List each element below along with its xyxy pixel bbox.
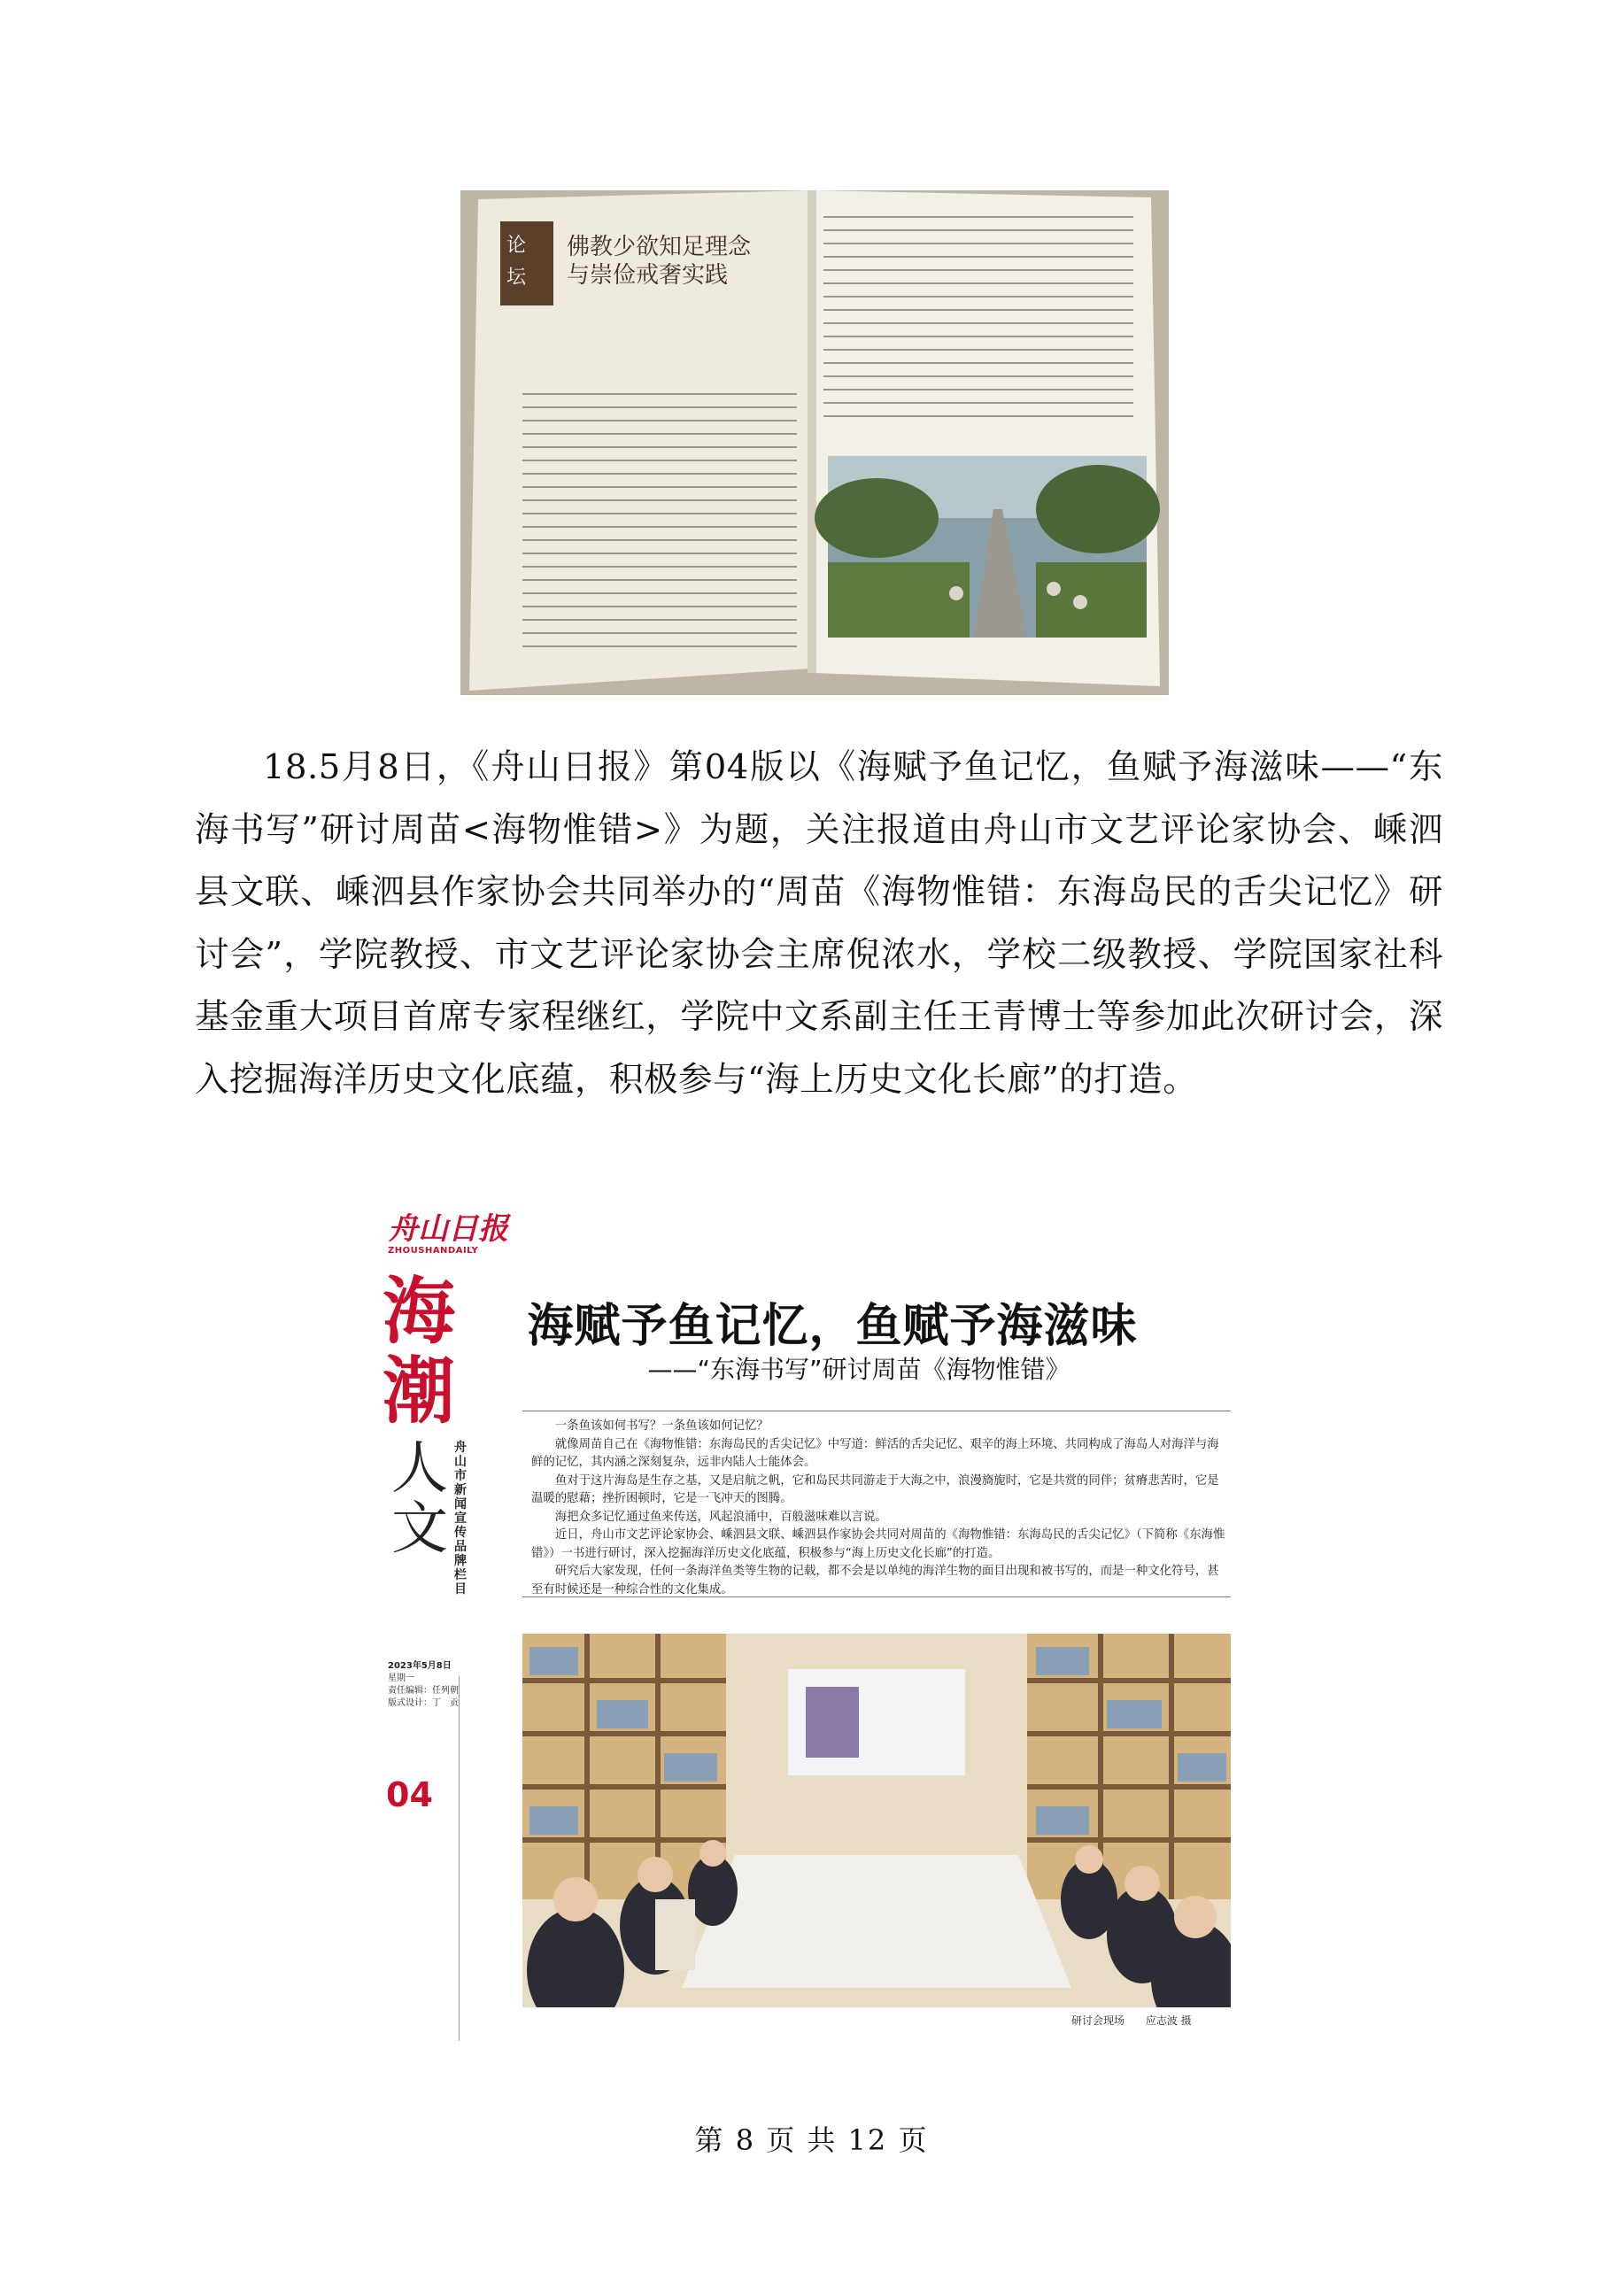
lead-paragraph: 就像周苗自己在《海物惟错：东海岛民的舌尖记忆》中写道：鲜活的舌尖记忆、艰辛的海上环境、共同构成了海岛人对海洋与海鲜的记忆，其内涵之深刻复杂，远非内陆人士能体会。 <box>531 1437 1219 1469</box>
magazine-spread-photo <box>460 190 1169 695</box>
sidebar-divider <box>459 1676 460 2041</box>
seminar-photo <box>522 1634 1231 2007</box>
newspaper-page-number: 04 <box>386 1775 433 1814</box>
column-label-vertical: 舟山市新闻宣传品牌栏目 <box>454 1441 467 1596</box>
lead-paragraph: 海把众多记忆通过鱼来传送，风起浪涌中，百般滋味难以言说。 <box>554 1510 887 1524</box>
photo-caption <box>1071 2013 1192 2028</box>
magazine-article-title <box>567 233 751 290</box>
magazine-title-line-1: 佛教少欲知足理念 <box>567 234 752 260</box>
lead-paragraph: 近日，舟山市文艺评论家协会、嵊泗县文联、嵊泗县作家协会共同对周苗的《海物惟错：东海岛民的舌尖记忆》（下简称《东海惟错》）一书进行研讨，深入挖掘海洋历史文化底蕴，积极参与“海上历史文化长廊”的打造。 <box>531 1528 1225 1560</box>
photo-caption-text: 研讨会现场 <box>1071 2014 1125 2027</box>
page-footer: 第 8 页 共 12 页 <box>694 2123 929 2157</box>
magazine-column-mark: 论坛 <box>506 235 527 289</box>
newspaper-headline: 海赋予鱼记忆，鱼赋予海滋味 <box>527 1300 1138 1353</box>
newspaper-logo-cn: 舟山日报 <box>388 1211 508 1247</box>
column-char-wen: 文 <box>391 1496 448 1562</box>
issue-info <box>388 1660 459 1710</box>
magazine-title-line-2: 与崇俭戒奢实践 <box>567 262 729 289</box>
column-char-hai: 海 <box>383 1270 456 1354</box>
newspaper-lead-text <box>531 1418 1226 1599</box>
issue-date: 2023年5月8日 <box>388 1661 452 1671</box>
issue-editor: 责任编辑：任列朝 <box>388 1686 459 1696</box>
report-paragraph: 18.5月8日，《舟山日报》第04版以《海赋予鱼记忆，鱼赋予海滋味——“东海书写”研讨周苗<海物惟错>》为题，关注报道由舟山市文艺评论家协会、嵊泗县文联、嵊泗县作家协会共同举办的“周苗《海物惟错：东海岛民的舌尖记忆》研讨会”，学院教授、市文艺评论家协会主席倪浓水，学校二级教授、学院国家社科基金重大项目首席专家程继红，学院中文系副主任王青博士等参加此次研讨会，深入挖掘海洋历史文化底蕴，积极参与“海上历史文化长廊”的打造。 <box>195 747 1443 1100</box>
column-char-chao: 潮 <box>383 1349 456 1434</box>
lead-rule-bottom <box>522 1596 1231 1597</box>
lead-paragraph: 鱼对于这片海岛是生存之基，又是启航之帆，它和岛民共同游走于大海之中，浪漫旖旎时，它是共赏的同伴；贫瘠悲苦时，它是温暖的慰藉；挫折困顿时，它是一飞冲天的图腾。 <box>531 1473 1219 1505</box>
newspaper-logo <box>388 1211 508 1258</box>
newspaper-logo-en: ZHOUSHANDAILY <box>388 1246 479 1256</box>
newspaper-clipping <box>381 1209 1231 2041</box>
issue-weekday: 星期一 <box>388 1674 414 1683</box>
photo-credit: 应志波 摄 <box>1145 2014 1192 2027</box>
newspaper-subheadline: ——“东海书写”研讨周苗《海物惟错》 <box>647 1355 1070 1384</box>
lead-paragraph: 一条鱼该如何书写？一条鱼该如何记忆？ <box>554 1419 769 1433</box>
lead-paragraph: 研究后大家发现，任何一条海洋鱼类等生物的记载，都不会是以单纯的海洋生物的面目出现和被书写的，而是一种文化符号，甚至有时候还是一种综合性的文化集成。 <box>531 1565 1219 1596</box>
issue-designer: 版式设计：丁 贡 <box>388 1698 459 1708</box>
column-char-ren: 人 <box>391 1436 448 1502</box>
